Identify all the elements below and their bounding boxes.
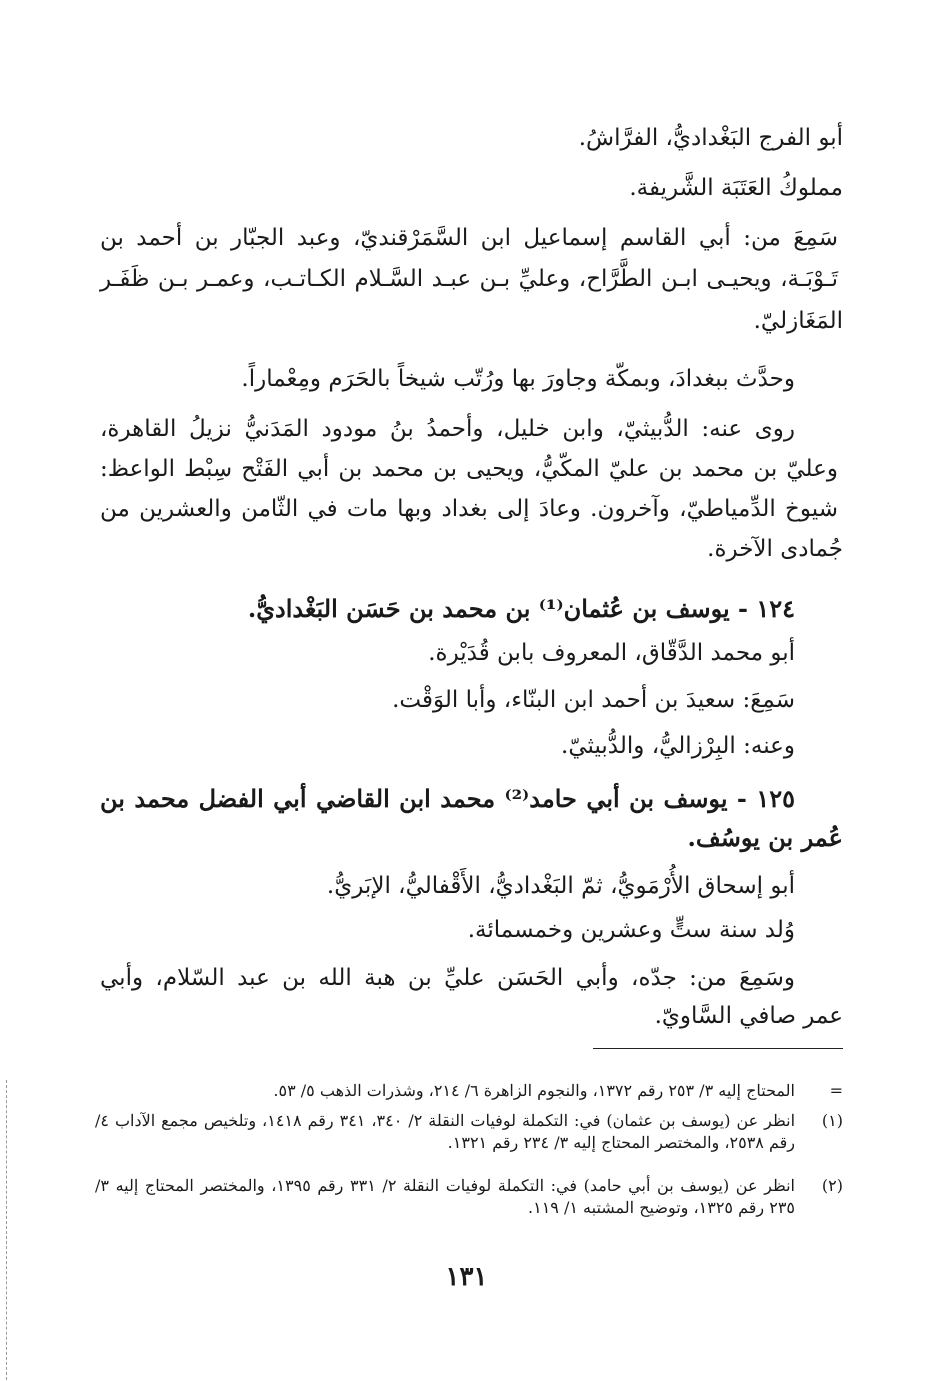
entry-prev-sama-line3: المَغَازليّ. [753,308,843,334]
footnote-text: انظر عن (يوسف بن عثمان) في: التكملة لوفيات النقلة ٢/ ٣٤٠، ٣٤١ رقم ١٤١٨، وتلخيص مجمع الآداب ٤/رقم ٢٥٣٨، والمختصر المحتاج إليه ٣/ ٢٣٤ رقم ١٣٢١. [95,1111,796,1152]
entry-prev-riwaya-line3: شيوخ الدِّمياطيّ، وآخرون. وعادَ إلى بغداد وبها مات في الثّامن والعشرين من [100,496,838,522]
entry-124-kunya: أبو محمد الدَّقّاق، المعروف بابن قُدَيْرة. [428,640,795,666]
entry-prev-riwaya-line2: وعليّ بن محمد بن عليّ المكّيُّ، ويحيى بن محمد بن أبي الفَتْح سِبْط الواعظ: [100,456,838,482]
entry-125-sama-line1: وسَمِعَ من: جدّه، وأبي الحَسَن عليِّ بن هبة الله بن عبد السّلام، وأبي [100,965,795,991]
footnote-separator [593,1048,843,1049]
entry-prev-haddath: وحدَّث ببغدادَ، وبمكّة وجاورَ بها ورُتّب شيخاً بالحَرَم ومِعْماراً. [241,366,795,392]
entry-prev-sama-line1: سَمِعَ من: أبي القاسم إسماعيل ابن السَّمَرْقنديّ، وعبد الجبّار بن أحمد بن [100,225,838,251]
entry-125-heading-line2: عُمر بن يوسُف. [687,823,843,852]
entry-125-kunya: أبو إسحاق الأُرْمَويُّ، ثمّ البَغْداديُّ، الأَقْفاليُّ، الإبَريُّ. [326,873,795,899]
entry-125-sama-line2: عمر صافي السَّاويّ. [654,1003,843,1029]
entry-125-birth: وُلد سنة ستٍّ وعشرين وخمسمائة. [467,917,795,943]
footnote-text: المحتاج إليه ٣/ ٢٥٣ رقم ١٣٧٢، والنجوم الزاهرة ٦/ ٢١٤، وشذرات الذهب ٥/ ٥٣. [273,1081,795,1100]
entry-prev-kunya: أبو الفرج البَغْداديُّ، الفرَّاشُ. [578,125,843,151]
page-edge-mark [6,1080,8,1380]
entry-prev-sama-line2: تَـوْبَـة، ويحيـى ابـن الطَّرَّاح، وعليِّ بـن عبـد السَّـلام الكـاتـب، وعمـر بـن ظَفَـر [100,266,838,292]
footnote-text: انظر عن (يوسف بن أبي حامد) في: التكملة لوفيات النقلة ٢/ ٣٣١ رقم ١٣٩٥، والمختصر المحتاج إليه ٣/ ٢٣٥ رقم ١٣٢٥، وتوضيح المشتبه ١/ ١١٩. [95,1176,795,1217]
entry-prev-riwaya-line4: جُمادى الآخرة. [707,536,843,562]
entry-prev-title: مملوكُ العَتَبَة الشَّريفة. [629,175,843,201]
entry-124-anhu: وعنه: البِرْزاليُّ، والدُّبيثيّ. [561,733,795,759]
entry-prev-riwaya-line1: روى عنه: الدُّبيثيّ، وابن خليل، وأحمدُ بنُ مودود المَدَنيُّ نزيلُ القاهرة، [100,416,795,442]
entry-124-sama: سَمِعَ: سعيدَ بن أحمد ابن البنّاء، وأبا الوَقْت. [392,687,795,713]
footnote-mark: (٢) [821,1176,843,1195]
footnote-mark: = [829,1081,843,1100]
entry-124-heading: ١٢٤ - يوسف بن عُثمان⁽¹⁾ بن محمد بن حَسَن البَغْداديُّ. [247,594,795,623]
entry-125-heading-line1: ١٢٥ - يوسف بن أبي حامد⁽²⁾ محمد ابن القاضي أبي الفضل محمد بن [100,784,795,813]
page-number: ١٣١ [445,1262,488,1292]
footnote-mark: (١) [821,1111,843,1130]
